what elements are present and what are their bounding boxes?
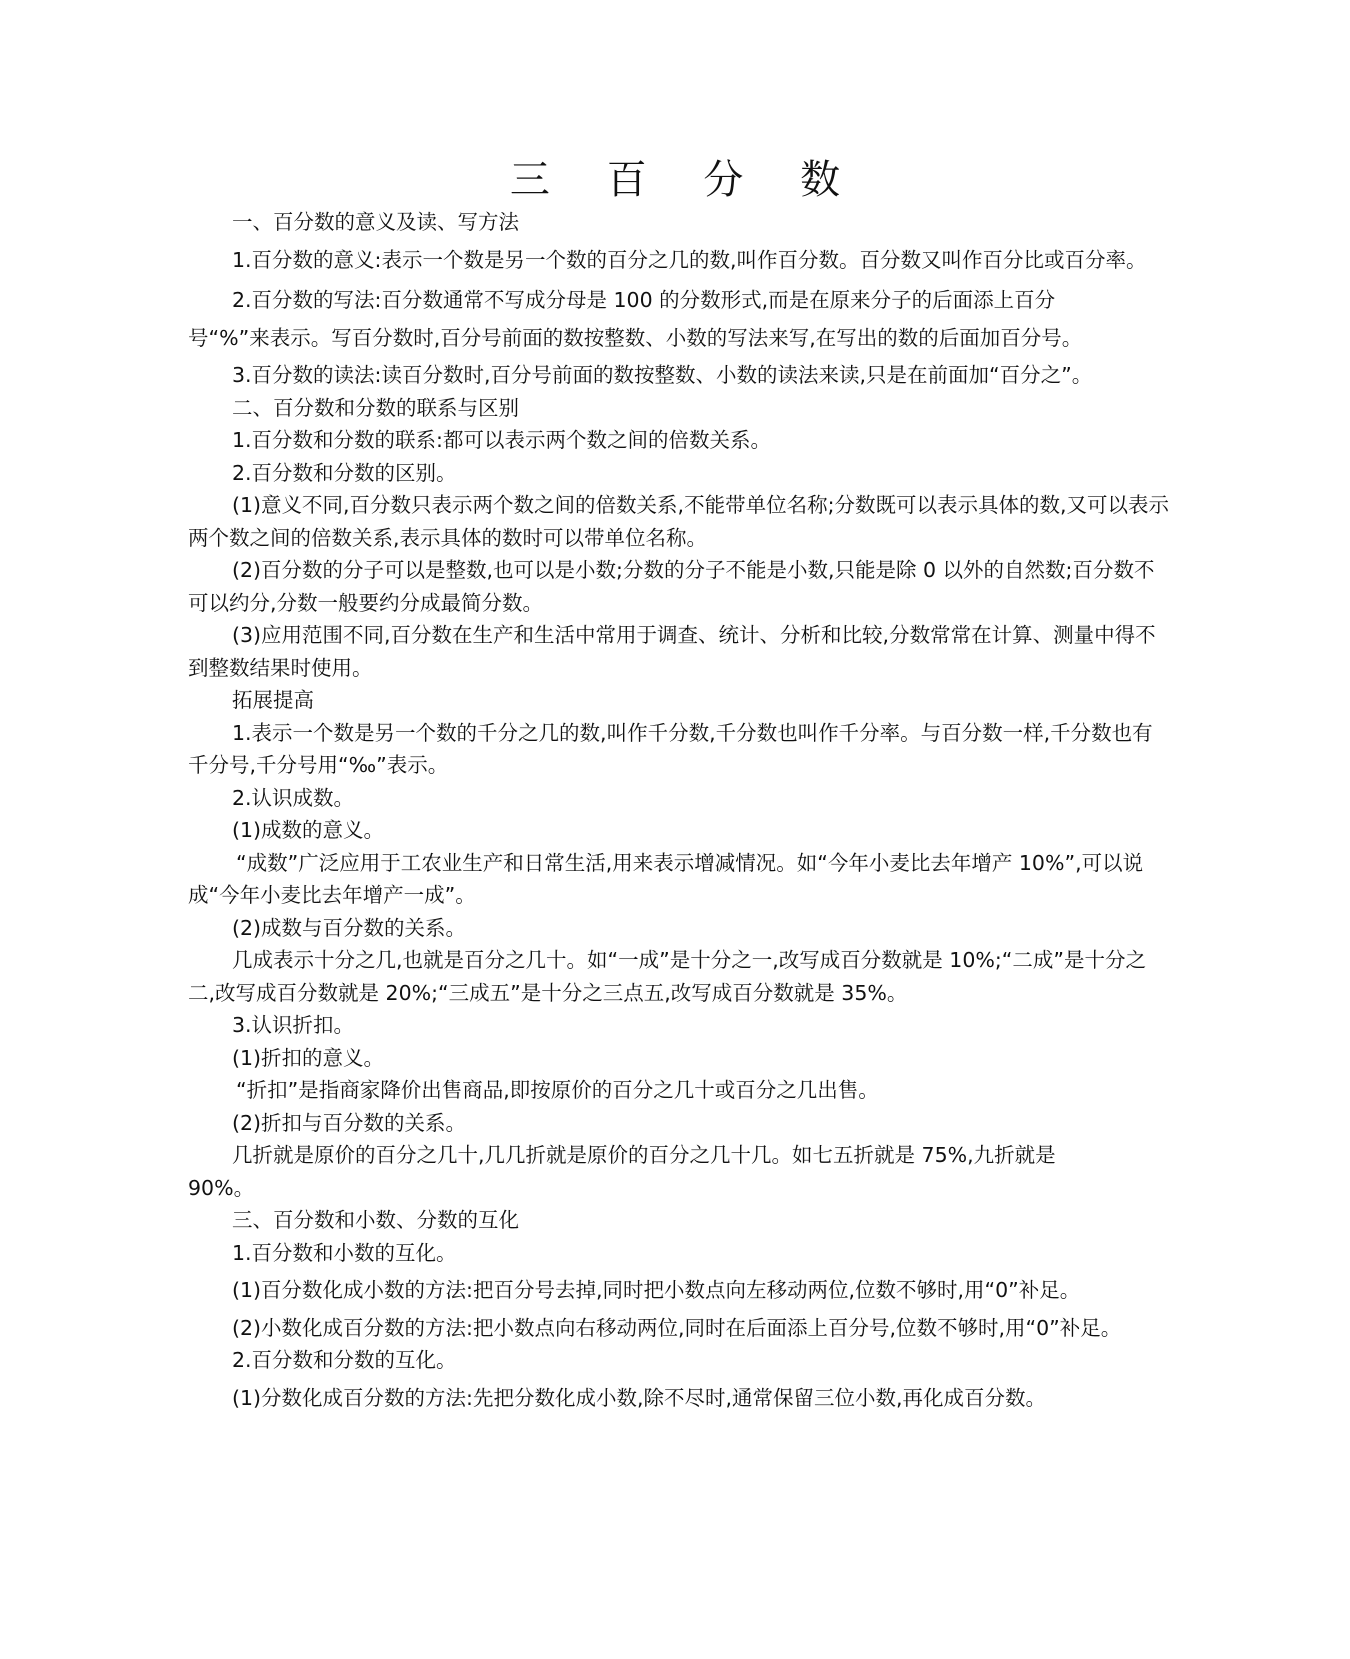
document-title: 三 百 分 数 bbox=[509, 157, 863, 203]
paragraph-percent-to-decimal: (1)百分数化成小数的方法:把百分号去掉,同时把小数点向左移动两位,位数不够时,用“0”补足。 bbox=[232, 1278, 1081, 1302]
paragraph-percent-decimal: 1.百分数和小数的互化。 bbox=[232, 1240, 457, 1265]
paragraph-meaning: 1.百分数的意义:表示一个数是另一个数的百分之几的数,叫作百分数。百分数又叫作百分比或百分率。 bbox=[232, 247, 1147, 272]
paragraph-discount-examples-cont: 90%。 bbox=[188, 1175, 255, 1200]
section-heading-2: 二、百分数和分数的联系与区别 bbox=[232, 395, 519, 420]
paragraph-chengshu-examples: 几成表示十分之几,也就是百分之几十。如“一成”是十分之一,改写成百分数就是 10%;“二成”是十分之二,改写成百分数就是 20%;“三成五”是十分之三点五,改写成百分数就是 35%。 bbox=[188, 948, 1146, 1005]
paragraph-chengshu: 2.认识成数。 bbox=[232, 785, 355, 810]
paragraph-difference: 2.百分数和分数的区别。 bbox=[232, 460, 457, 485]
paragraph-discount-meaning: (1)折扣的意义。 bbox=[232, 1045, 385, 1070]
paragraph-difference-3: (3)应用范围不同,百分数在生产和生活中常用于调查、统计、分析和比较,分数常常在计算、测量中得不到整数结果时使用。 bbox=[188, 623, 1156, 680]
paragraph-discount-explain: “折扣”是指商家降价出售商品,即按原价的百分之几十或百分之几出售。 bbox=[236, 1078, 879, 1102]
paragraph-chengshu-meaning: (1)成数的意义。 bbox=[232, 818, 385, 842]
paragraph-decimal-to-percent: (2)小数化成百分数的方法:把小数点向右移动两位,同时在后面添上百分号,位数不够时,用“0”补足。 bbox=[232, 1315, 1122, 1340]
paragraph-permille: 1.表示一个数是另一个数的千分之几的数,叫作千分数,千分数也叫作千分率。与百分数一样,千分数也有千分号,千分号用“‰”表示。 bbox=[188, 720, 1153, 777]
section-heading-1: 一、百分数的意义及读、写方法 bbox=[232, 210, 519, 234]
paragraph-writing: 2.百分数的写法:百分数通常不写成分母是 100 的分数形式,而是在原来分子的后面添上百分 bbox=[232, 288, 1056, 312]
paragraph-difference-1: (1)意义不同,百分数只表示两个数之间的倍数关系,不能带单位名称;分数既可以表示具体的数,又可以表示两个数之间的倍数关系,表示具体的数时可以带单位名称。 bbox=[188, 493, 1169, 550]
paragraph-chengshu-explain: “成数”广泛应用于工农业生产和日常生活,用来表示增减情况。如“今年小麦比去年增产 10%”,可以说成“今年小麦比去年增产一成”。 bbox=[188, 850, 1144, 907]
paragraph-reading: 3.百分数的读法:读百分数时,百分号前面的数按整数、小数的读法来读,只是在前面加“百分之”。 bbox=[232, 363, 1093, 387]
paragraph-discount-relation: (2)折扣与百分数的关系。 bbox=[232, 1110, 467, 1135]
paragraph-discount-examples: 几折就是原价的百分之几十,几几折就是原价的百分之几十几。如七五折就是 75%,九折就是 bbox=[232, 1143, 1056, 1167]
paragraph-fraction-to-percent: (1)分数化成百分数的方法:先把分数化成小数,除不尽时,通常保留三位小数,再化成百分数。 bbox=[232, 1385, 1046, 1410]
document-body bbox=[188, 206, 1170, 1414]
paragraph-difference-2: (2)百分数的分子可以是整数,也可以是小数;分数的分子不能是小数,只能是除 0 以外的自然数;百分数不可以约分,分数一般要约分成最简分数。 bbox=[188, 558, 1155, 615]
paragraph-chengshu-relation: (2)成数与百分数的关系。 bbox=[232, 915, 467, 940]
section-heading-extension: 拓展提高 bbox=[232, 688, 314, 712]
paragraph-discount: 3.认识折扣。 bbox=[232, 1013, 355, 1037]
paragraph-writing-cont: 号“%”来表示。写百分数时,百分号前面的数按整数、小数的写法来写,在写出的数的后面加百分号。 bbox=[188, 325, 1083, 350]
section-heading-3: 三、百分数和小数、分数的互化 bbox=[232, 1208, 519, 1232]
paragraph-relation: 1.百分数和分数的联系:都可以表示两个数之间的倍数关系。 bbox=[232, 428, 771, 452]
paragraph-percent-fraction: 2.百分数和分数的互化。 bbox=[232, 1348, 457, 1372]
